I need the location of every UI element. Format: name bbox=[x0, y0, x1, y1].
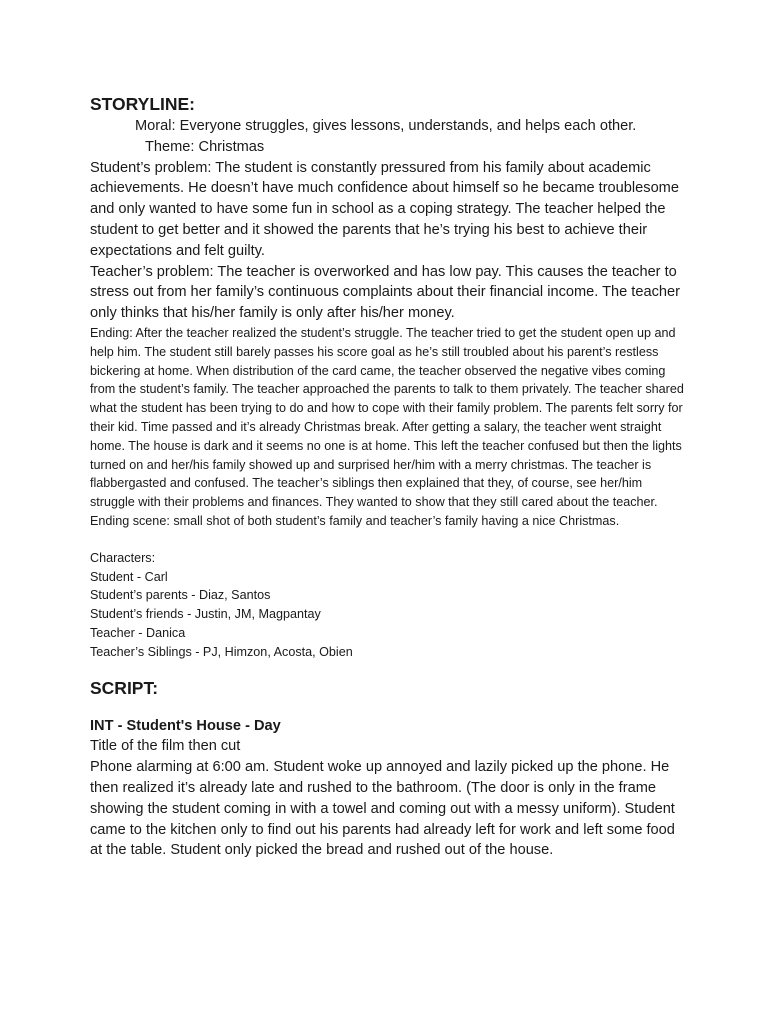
character-item: Student - Carl bbox=[90, 569, 168, 584]
action-paragraph: Phone alarming at 6:00 am. Student woke up annoyed and lazily picked up the phone. He then realized it’s already late and rushed to the bathroom. (The door is only in the frame showing the student coming in with a towel and coming out with a messy uniform). Student came to the kitchen only to find out his parents had already left for work and left some food at the table. Student only picked the bread and rushed out of the house. bbox=[90, 759, 675, 859]
characters-heading: Characters: bbox=[90, 550, 156, 565]
moral-line: Moral: Everyone struggles, gives lessons, understands, and helps each other. bbox=[135, 118, 637, 134]
students-problem-paragraph: Student’s problem: The student is constantly pressured from his family about academic achievements. He doesn’t have much confidence about himself so he became troublesome and only wanted to have some fun in school as a coping strategy. The teacher helped the student to get better and it showed the parents that he’s trying his best to achieve their expectations and felt guilty. bbox=[90, 159, 679, 259]
title-line: Title of the film then cut bbox=[90, 738, 241, 755]
ending-scene-paragraph: Ending scene: small shot of both student’s family and teacher’s family having a nice Christmas. bbox=[90, 513, 620, 528]
character-item: Teacher’s Siblings - PJ, Himzon, Acosta, Obien bbox=[90, 644, 353, 659]
character-item: Teacher - Danica bbox=[90, 625, 186, 640]
character-item: Student’s friends - Justin, JM, Magpantay bbox=[90, 607, 321, 622]
theme-line: Theme: Christmas bbox=[145, 138, 265, 155]
character-item: Student’s parents - Diaz, Santos bbox=[90, 588, 271, 603]
teachers-problem-paragraph: Teacher’s problem: The teacher is overworked and has low pay. This causes the teacher to stress out from her family’s continuous complaints about their financial income. The teacher only thinks that his/her family is only after his/her money. bbox=[90, 263, 680, 322]
storyline-heading: STORYLINE: bbox=[90, 94, 196, 114]
ending-paragraph: Ending: After the teacher realized the student’s struggle. The teacher tried to get the student open up and help him. The student still barely passes his score goal as he’s still troubled about his parent’s restless bickering at home. When distribution of the card came, the teacher observed the negative vibes coming from the student’s family. The teacher approached the parents to talk to them privately. The teacher shared what the student has been trying to do and how to cope with their family problem. The parents felt sorry for their kid. Time passed and it’s already Christmas break. After getting a salary, the teacher went straight home. The house is dark and it seems no one is at home. This left the teacher confused but then the lights turned on and her/his family showed up and surprised her/him with a merry christmas. The teacher is flabbergasted and confused. The teacher’s siblings then explained that they, of course, see her/him struggle with their problems and finances. They wanted to show that they still cared about the teacher. bbox=[90, 325, 684, 510]
document-page bbox=[90, 92, 690, 861]
script-heading: SCRIPT: bbox=[90, 677, 159, 698]
scene-heading: INT - Student's House - Day bbox=[90, 717, 281, 734]
